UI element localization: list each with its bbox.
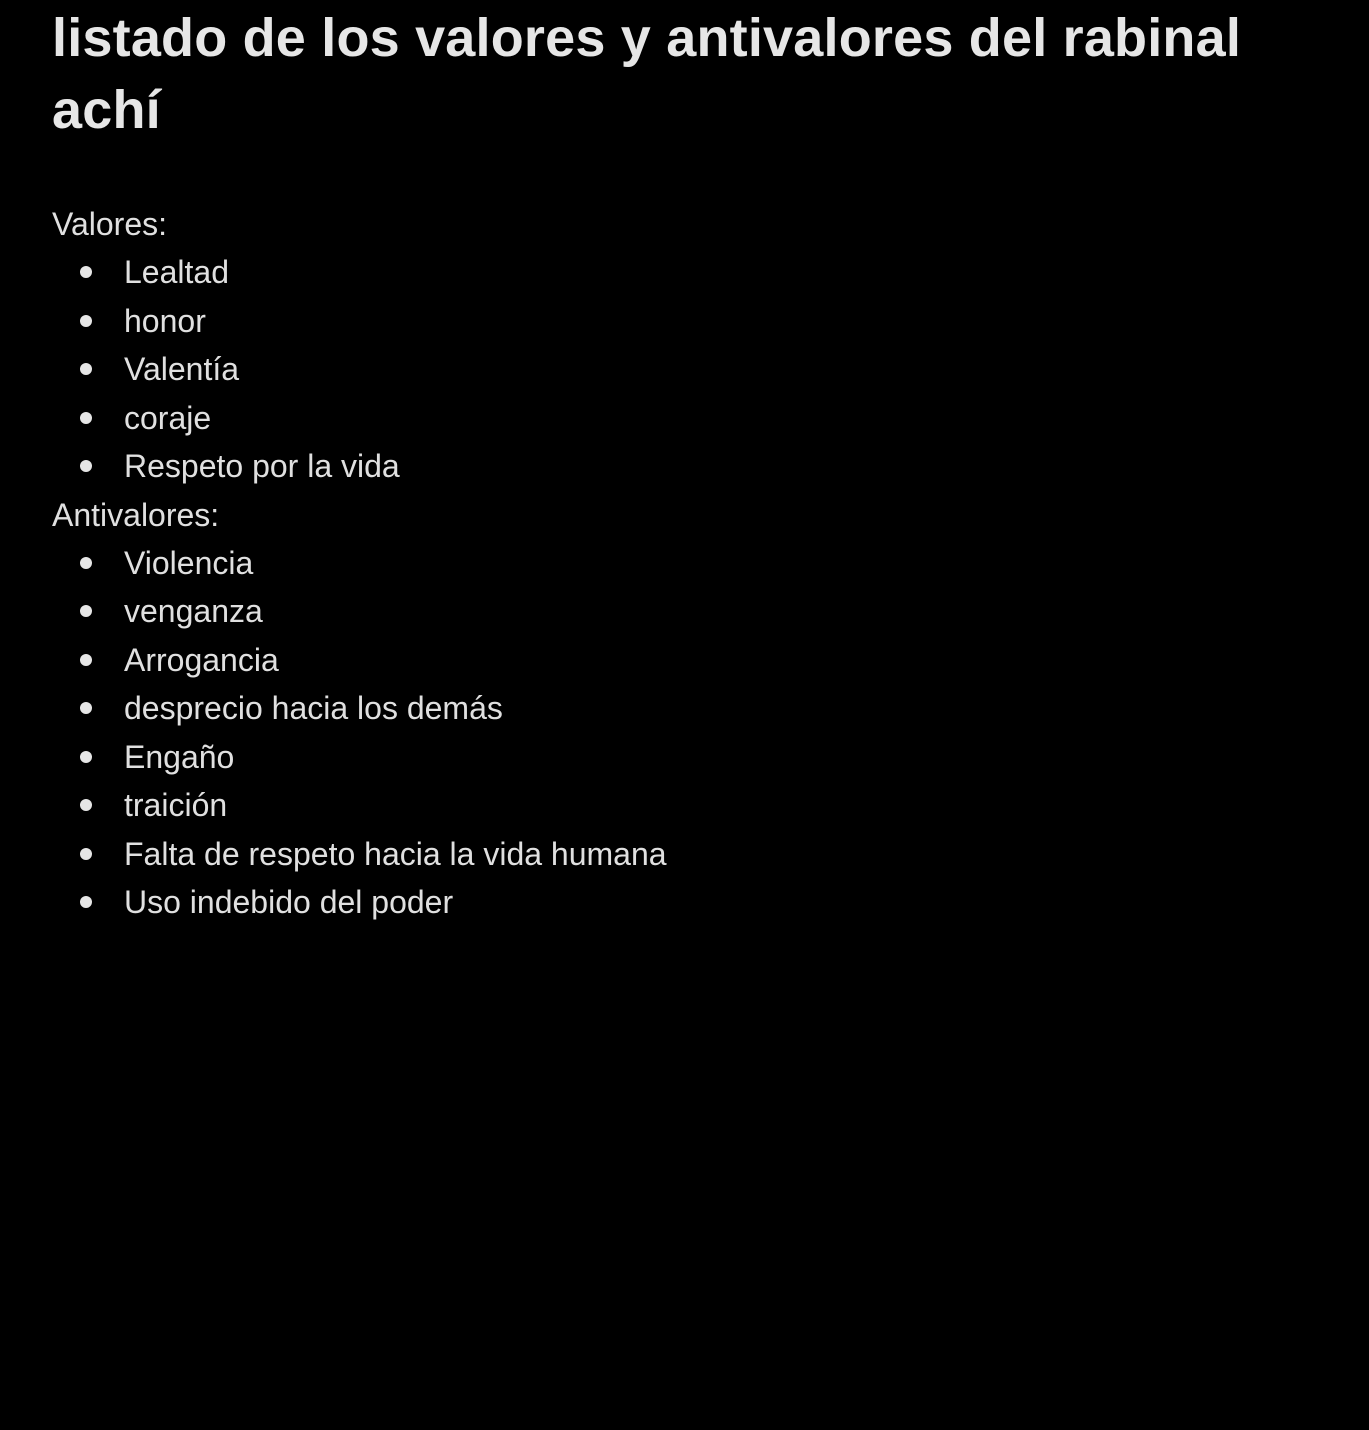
bullet-icon <box>80 266 92 278</box>
list-item-text: Falta de respeto hacia la vida humana <box>124 835 667 872</box>
bullet-icon <box>80 848 92 860</box>
list-item <box>52 248 1317 297</box>
list-item-text: Violencia <box>124 544 254 581</box>
list-item <box>52 830 1317 879</box>
bullet-icon <box>80 751 92 763</box>
bullet-icon <box>80 557 92 569</box>
list-item-text: Respeto por la vida <box>124 448 400 484</box>
list-item-text: traición <box>124 787 228 823</box>
bullet-icon <box>80 702 92 714</box>
bullet-icon <box>80 654 92 666</box>
list-item <box>52 442 1317 491</box>
list-item <box>52 345 1317 394</box>
bullet-icon <box>80 896 92 908</box>
list-item <box>52 878 1317 927</box>
list-item <box>52 539 1317 588</box>
list-item <box>52 636 1317 685</box>
list-item <box>52 781 1317 830</box>
bullet-icon <box>80 460 92 472</box>
list-item <box>52 733 1317 782</box>
list-item-text: venganza <box>124 593 263 629</box>
bullet-icon <box>80 605 92 617</box>
list-item-text: Uso indebido del poder <box>124 884 454 920</box>
list-item-text: desprecio hacia los demás <box>124 690 503 726</box>
list-item-text: honor <box>124 302 206 339</box>
list-item <box>52 587 1317 636</box>
page-title: listado de los valores y antivalores del rabinal achí <box>52 8 1242 140</box>
bullet-icon <box>80 799 92 811</box>
antivalores-list <box>52 539 1317 927</box>
list-item-text: Engaño <box>124 738 235 775</box>
list-item-text: Arrogancia <box>124 641 279 678</box>
list-item-text: Lealtad <box>124 254 229 290</box>
list-item <box>52 297 1317 346</box>
list-item <box>52 394 1317 443</box>
bullet-icon <box>80 363 92 375</box>
list-item-text: Valentía <box>124 351 240 387</box>
section-heading-valores: Valores: <box>52 206 168 242</box>
bullet-icon <box>80 412 92 424</box>
section-heading-antivalores: Antivalores: <box>52 496 220 533</box>
bullet-icon <box>80 315 92 327</box>
list-item <box>52 684 1317 733</box>
valores-list <box>52 248 1317 491</box>
list-item-text: coraje <box>124 399 212 436</box>
